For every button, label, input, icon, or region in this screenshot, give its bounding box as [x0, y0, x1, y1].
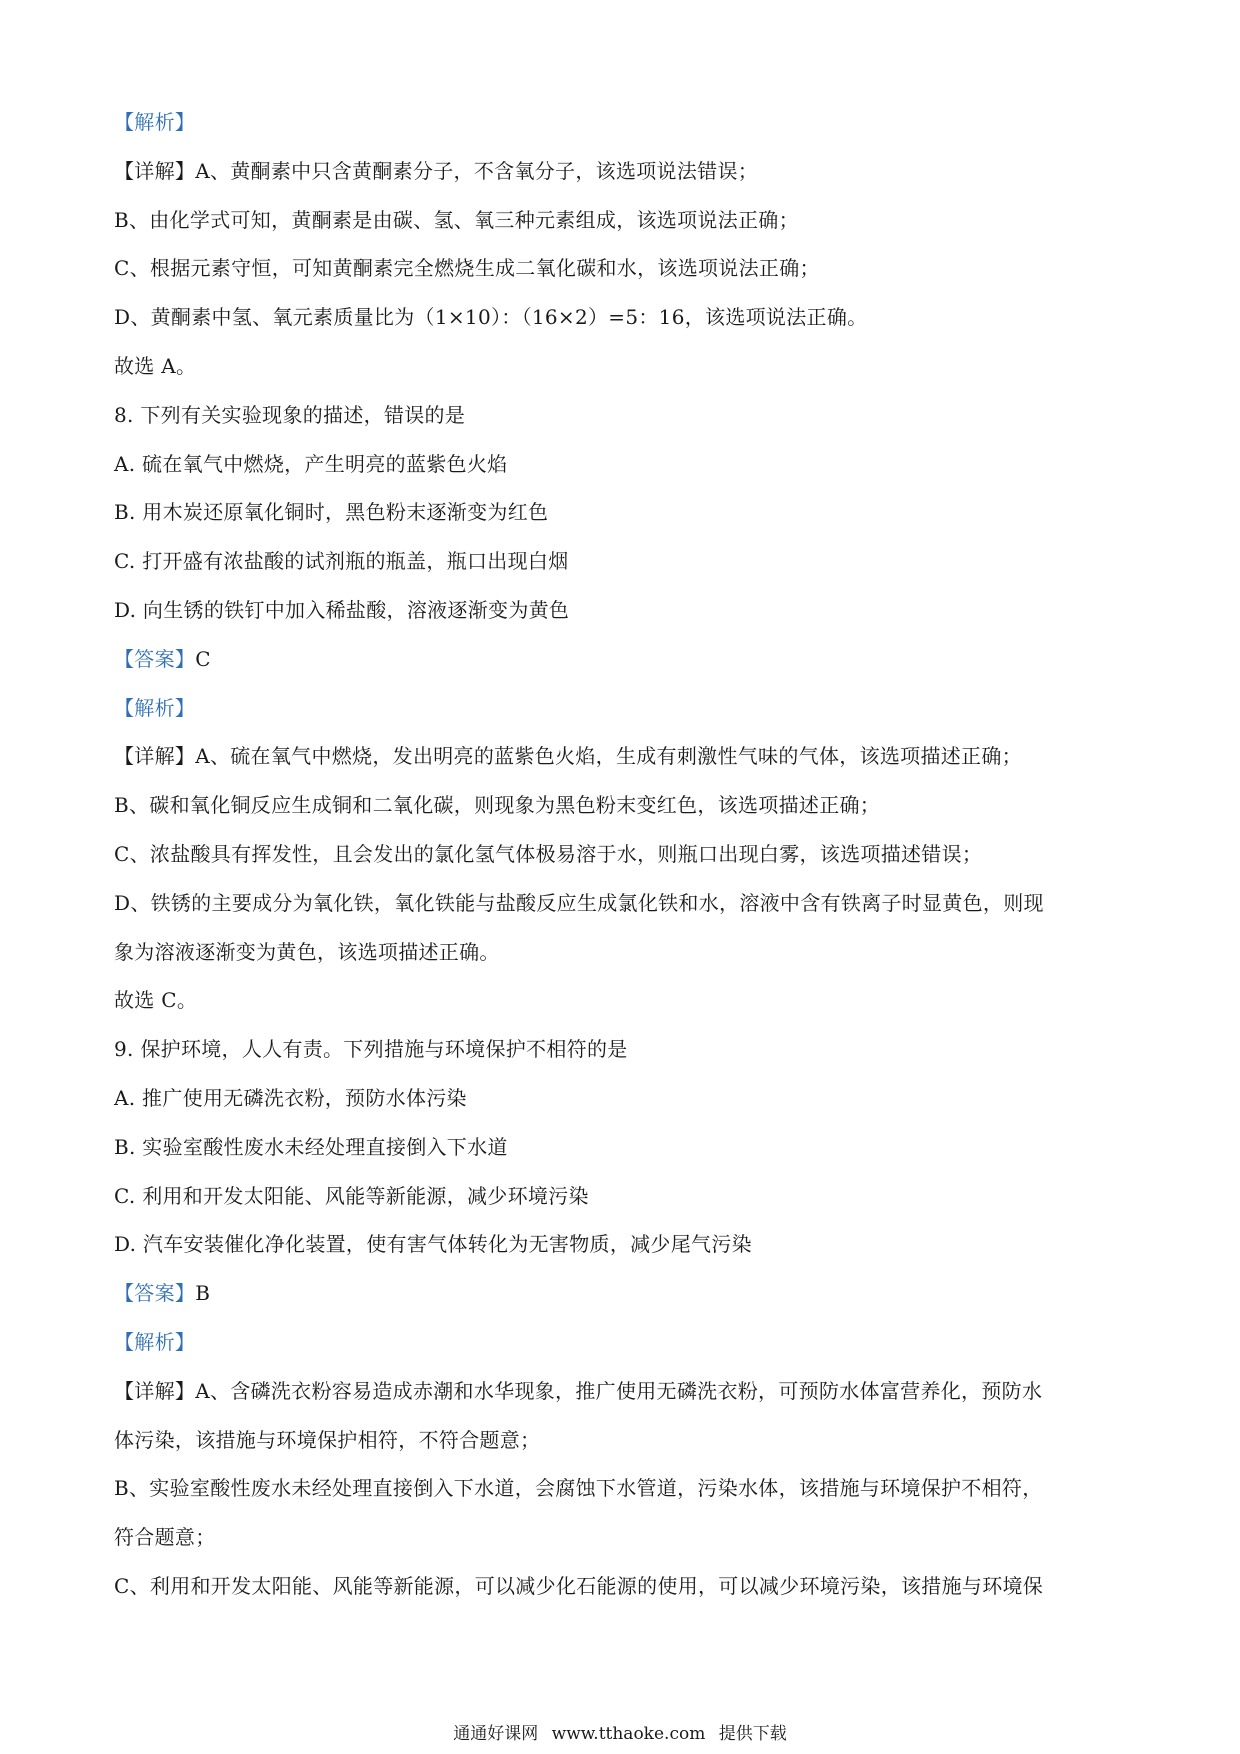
text-line — [114, 928, 1124, 977]
page-footer — [0, 1722, 1240, 1746]
line-text: 故选 A。 — [114, 353, 197, 378]
line-text: 符合题意； — [114, 1525, 216, 1550]
option-line — [114, 488, 1124, 537]
text-line — [114, 732, 1124, 781]
section-tag: 【答案】 — [114, 646, 196, 671]
line-text: B、实验室酸性废水未经处理直接倒入下水道，会腐蚀下水管道，污染水体，该措施与环境保护不相符， — [114, 1476, 1043, 1501]
footer-url[interactable]: www.tthaoke.com — [551, 1724, 706, 1744]
section-tag: 【解析】 — [114, 695, 196, 720]
line-text: C. 打开盛有浓盐酸的试剂瓶的瓶盖，瓶口出现白烟 — [114, 549, 569, 574]
line-text: 8. 下列有关实验现象的描述，错误的是 — [114, 402, 466, 427]
text-line — [114, 342, 1124, 391]
answer-line — [114, 635, 1124, 684]
text-line — [114, 781, 1124, 830]
line-text: 【详解】A、黄酮素中只含黄酮素分子，不含氧分子，该选项说法错误； — [114, 158, 759, 183]
text-line — [114, 1562, 1124, 1611]
footer-site-name: 通通好课网 — [453, 1724, 539, 1744]
text-line — [114, 879, 1124, 928]
option-line — [114, 440, 1124, 489]
text-line — [114, 1367, 1124, 1416]
analysis-heading — [114, 1318, 1124, 1367]
line-text: B. 用木炭还原氧化铜时，黑色粉末逐渐变为红色 — [114, 500, 549, 525]
option-line — [114, 1074, 1124, 1123]
line-text: C、浓盐酸具有挥发性，且会发出的氯化氢气体极易溶于水，则瓶口出现白雾，该选项描述错误； — [114, 841, 983, 866]
question-stem — [114, 1025, 1124, 1074]
text-line — [114, 1513, 1124, 1562]
text-line — [114, 1416, 1124, 1465]
line-text: C、根据元素守恒，可知黄酮素完全燃烧生成二氧化碳和水，该选项说法正确； — [114, 256, 820, 281]
line-text: B — [195, 1281, 211, 1306]
analysis-heading — [114, 684, 1124, 733]
line-text: D. 向生锈的铁钉中加入稀盐酸，溶液逐渐变为黄色 — [114, 597, 570, 622]
text-line — [114, 244, 1124, 293]
line-text: 故选 C。 — [114, 988, 198, 1013]
option-line — [114, 1172, 1124, 1221]
line-text: 【详解】A、含磷洗衣粉容易造成赤潮和水华现象，推广使用无磷洗衣粉，可预防水体富营养化，预防水 — [114, 1378, 1043, 1403]
line-text: B、由化学式可知，黄酮素是由碳、氢、氧三种元素组成，该选项说法正确； — [114, 207, 799, 232]
option-line — [114, 1123, 1124, 1172]
line-text: D. 汽车安装催化净化装置，使有害气体转化为无害物质，减少尾气污染 — [114, 1232, 752, 1257]
section-tag: 【解析】 — [114, 1329, 196, 1354]
section-tag: 【解析】 — [114, 110, 196, 134]
footer-action: 提供下载 — [718, 1724, 787, 1744]
line-text: 9. 保护环境，人人有责。下列措施与环境保护不相符的是 — [114, 1037, 628, 1062]
line-text: A. 推广使用无磷洗衣粉，预防水体污染 — [114, 1085, 467, 1110]
line-text: C. 利用和开发太阳能、风能等新能源，减少环境污染 — [114, 1183, 589, 1208]
text-line — [114, 1464, 1124, 1513]
line-text: C — [195, 646, 211, 671]
text-line — [114, 98, 1124, 147]
line-text: 象为溶液逐渐变为黄色，该选项描述正确。 — [114, 939, 500, 964]
question-stem — [114, 391, 1124, 440]
line-text: 体污染，该措施与环境保护相符，不符合题意； — [114, 1427, 541, 1452]
option-line — [114, 537, 1124, 586]
line-text: B. 实验室酸性废水未经处理直接倒入下水道 — [114, 1134, 508, 1159]
line-text: D、黄酮素中氢、氧元素质量比为（1×10）：（16×2）=5：16，该选项说法正确。 — [114, 305, 868, 330]
section-tag: 【答案】 — [114, 1281, 196, 1306]
option-line — [114, 1220, 1124, 1269]
line-text: C、利用和开发太阳能、风能等新能源，可以减少化石能源的使用，可以减少环境污染，该措施与环境保 — [114, 1573, 1044, 1598]
text-line — [114, 196, 1124, 245]
document-body — [114, 98, 1124, 1611]
text-line — [114, 147, 1124, 196]
line-text: D、铁锈的主要成分为氧化铁，氧化铁能与盐酸反应生成氯化铁和水，溶液中含有铁离子时显黄色，则现 — [114, 890, 1044, 915]
option-line — [114, 586, 1124, 635]
text-line — [114, 293, 1124, 342]
line-text: B、碳和氧化铜反应生成铜和二氧化碳，则现象为黑色粉末变红色，该选项描述正确； — [114, 793, 881, 818]
text-line — [114, 976, 1124, 1025]
line-text: A. 硫在氧气中燃烧，产生明亮的蓝紫色火焰 — [114, 451, 508, 476]
text-line — [114, 830, 1124, 879]
answer-line — [114, 1269, 1124, 1318]
line-text: 【详解】A、硫在氧气中燃烧，发出明亮的蓝紫色火焰，生成有刺激性气味的气体，该选项描述正确； — [114, 744, 1022, 769]
